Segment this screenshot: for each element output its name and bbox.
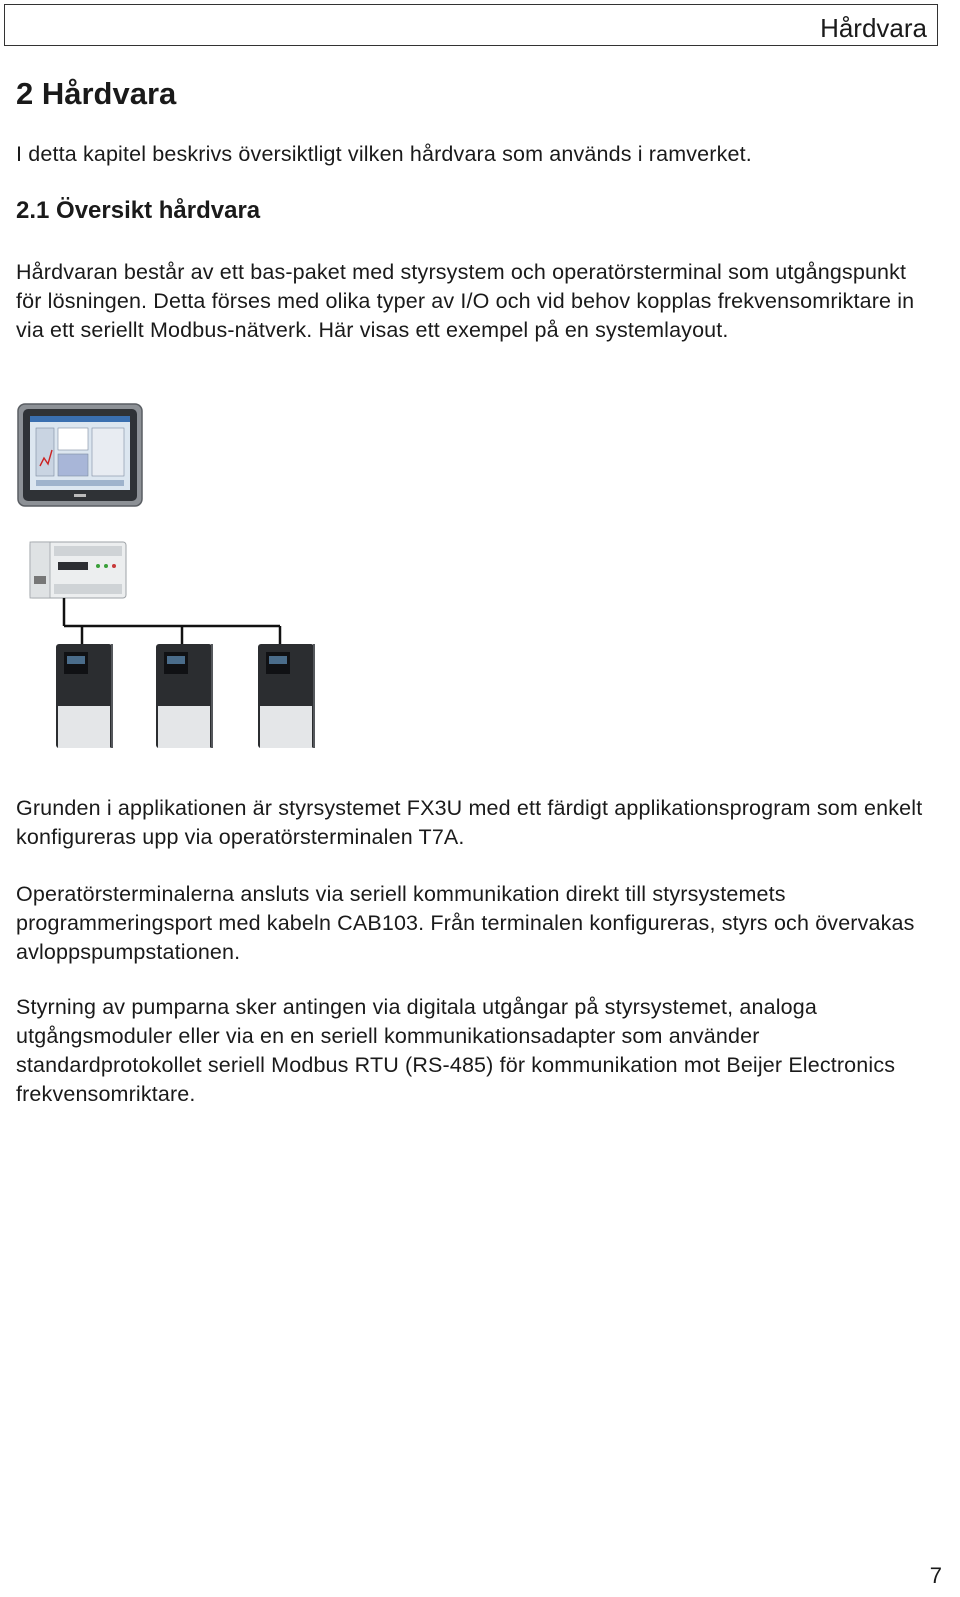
frequency-drive-image: [156, 644, 212, 748]
section-title: 2.1 Översikt hårdvara: [16, 197, 261, 224]
chapter-intro: I detta kapitel beskrivs översiktligt vilken hårdvara som används i ramverket.: [16, 142, 752, 166]
page-number: 7: [929, 1563, 942, 1588]
section-paragraph-1: Hårdvaran består av ett bas-paket med styrsystem och operatörsterminal som utgångspunkt för lösningen. Detta förses med olika typer av I/O och vid behov kopplas frekvensomriktare in via ett seriellt Modbus-nätverk. Här visas ett exempel på en systemlayout.: [16, 260, 915, 342]
section-paragraph-4: Styrning av pumparna sker antingen via digitala utgångar på styrsystemet, analoga utgångsmoduler eller via en en seriell kommunikationsadapter som använder standardprotokollet seriell Modbus RTU (RS-485) för kommunikation mot Beijer Electronics frekvensomriktare.: [16, 995, 896, 1106]
modbus-network-lines: [64, 626, 280, 646]
section-paragraph-2: Grunden i applikationen är styrsystemet FX3U med ett färdigt applikationsprogram som enkelt konfigureras upp via operatörsterminalen T7A.: [16, 796, 923, 849]
running-header-title: Hårdvara: [820, 13, 927, 43]
plc-controller-image: [30, 542, 126, 626]
operator-terminal-image: [18, 404, 142, 506]
section-paragraph-3: Operatörsterminalerna ansluts via seriell kommunikation direkt till styrsystemets programmeringsport med kabeln CAB103. Från terminalen konfigureras, styrs och övervakas avloppspumpstationen.: [16, 882, 915, 964]
frequency-drive-image: [56, 644, 112, 748]
chapter-title: 2 Hårdvara: [16, 76, 177, 111]
system-layout-figure: [14, 400, 334, 760]
frequency-drive-image: [258, 644, 314, 748]
running-header: [4, 4, 938, 46]
